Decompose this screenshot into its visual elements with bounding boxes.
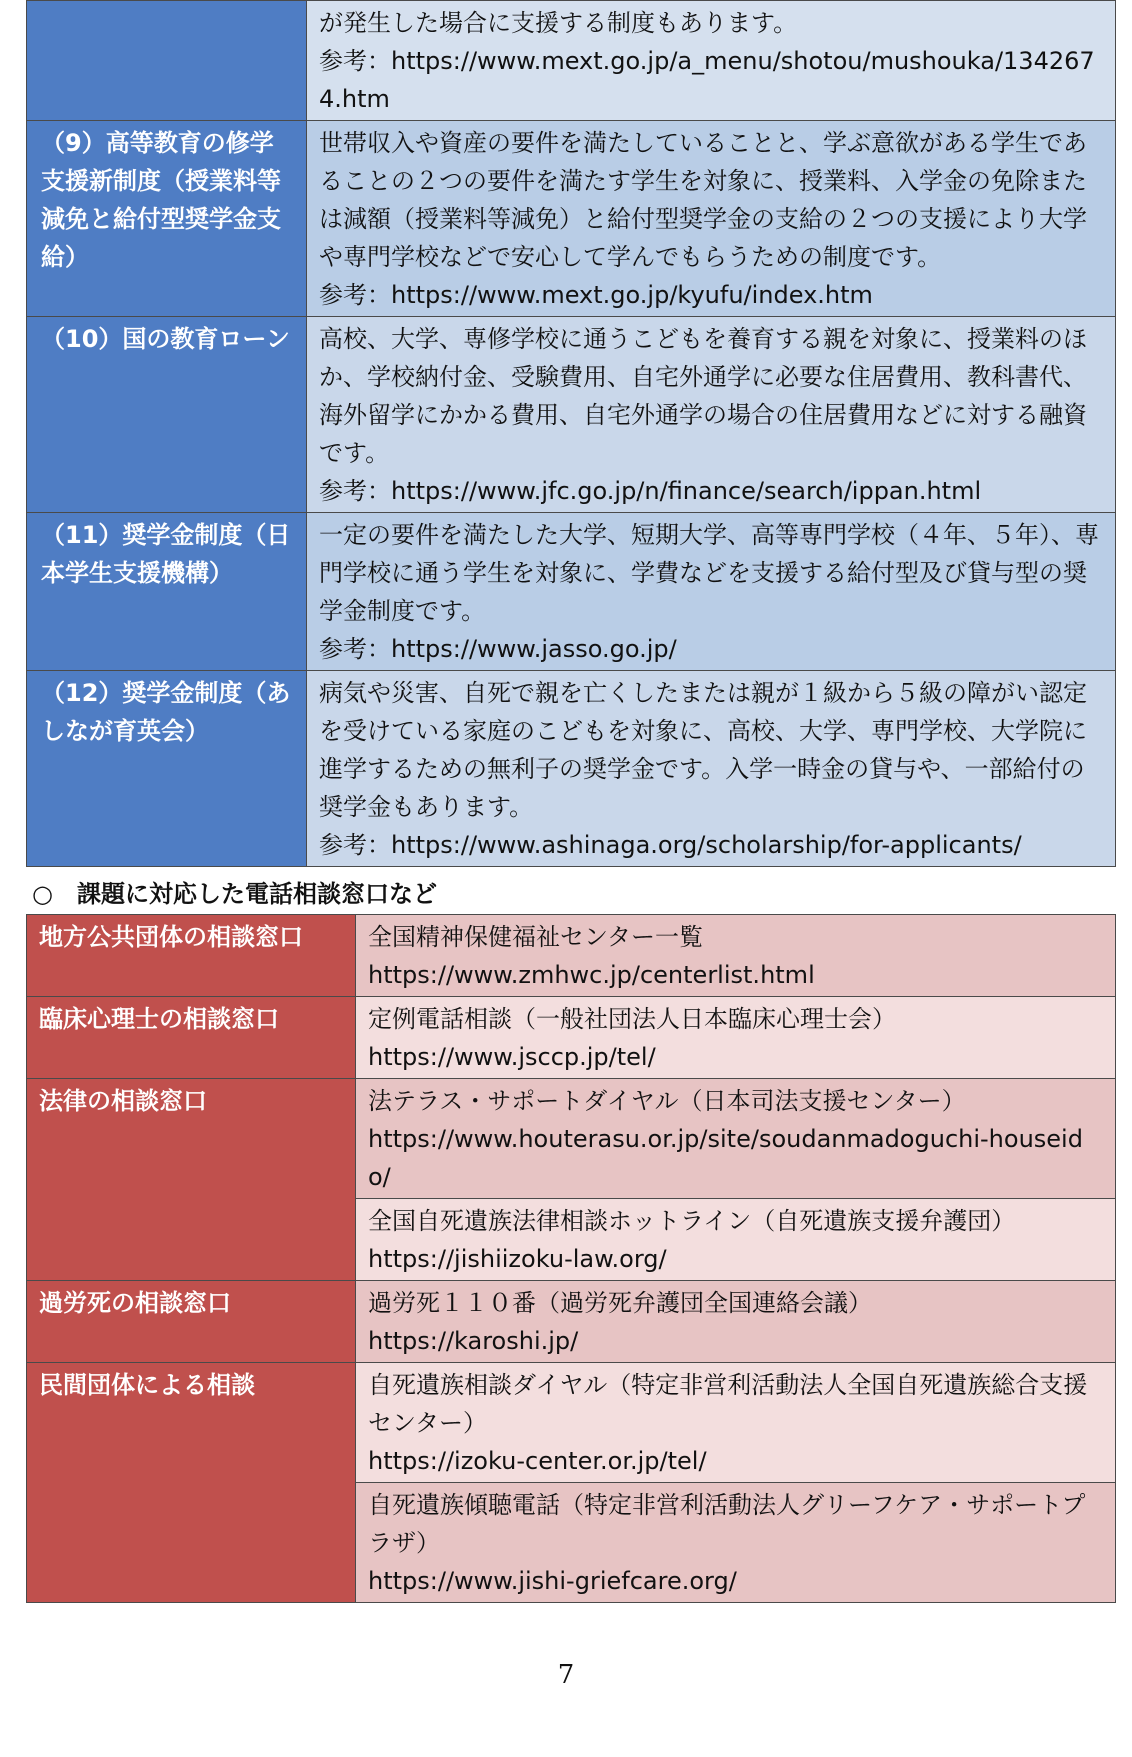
row-label: （11）奨学金制度（日本学生支援機構） xyxy=(27,513,307,671)
row-description xyxy=(307,1,1116,121)
table-row xyxy=(27,1363,1116,1483)
table-row xyxy=(27,1,1116,121)
scholarship-support-table xyxy=(26,0,1116,867)
table-row xyxy=(27,915,1116,997)
consultation-entry xyxy=(356,1483,1116,1603)
description-text: 一定の要件を満たした大学、短期大学、高等専門学校（４年、５年）、専門学校に通う学生を対象に、学費などを支援する給付型及び貸与型の奨学金制度です。 xyxy=(319,521,1099,625)
consultation-entry xyxy=(356,915,1116,997)
entry-title: 全国精神保健福祉センター一覧 xyxy=(368,923,704,951)
table-row xyxy=(27,997,1116,1079)
consultation-entry xyxy=(356,1199,1116,1281)
consultation-entry xyxy=(356,1079,1116,1199)
consultation-table xyxy=(26,914,1116,1603)
row-label: （12）奨学金制度（あしなが育英会） xyxy=(27,671,307,867)
table-row xyxy=(27,1281,1116,1363)
entry-title: 全国自死遺族法律相談ホットライン（自死遺族支援弁護団） xyxy=(368,1207,1016,1235)
table-row xyxy=(27,121,1116,317)
table-row xyxy=(27,1079,1116,1199)
description-text: 世帯収入や資産の要件を満たしていることと、学ぶ意欲がある学生であることの２つの要件を満たす学生を対象に、授業料、入学金の免除または減額（授業料等減免）と給付型奨学金の支給の２つの支援により大学や専門学校などで安心して学んでもらうための制度です。 xyxy=(319,129,1087,271)
table-row xyxy=(27,317,1116,513)
entry-title: 自死遺族相談ダイヤル（特定非営利活動法人全国自死遺族総合支援センター） xyxy=(368,1371,1088,1437)
row-label: （9）高等教育の修学支援新制度（授業料等減免と給付型奨学金支給） xyxy=(27,121,307,317)
row-label: 過労死の相談窓口 xyxy=(27,1281,356,1363)
entry-link[interactable]: https://jishiizoku-law.org/ xyxy=(368,1245,667,1273)
entry-link[interactable]: https://www.houterasu.or.jp/site/soudanmadoguchi-houseido/ xyxy=(368,1125,1083,1191)
row-label: （10）国の教育ローン xyxy=(27,317,307,513)
table-row xyxy=(27,513,1116,671)
consultation-entry xyxy=(356,997,1116,1079)
entry-title: 自死遺族傾聴電話（特定非営利活動法人グリーフケア・サポートプラザ） xyxy=(368,1491,1086,1557)
row-description xyxy=(307,513,1116,671)
section-heading: ○ 課題に対応した電話相談窓口など xyxy=(32,880,437,908)
row-label: 地方公共団体の相談窓口 xyxy=(27,915,356,997)
consultation-entry xyxy=(356,1363,1116,1483)
reference-link[interactable]: 参考：https://www.mext.go.jp/a_menu/shotou/mushouka/1342674.htm xyxy=(319,47,1095,113)
description-text: が発生した場合に支援する制度もあります。 xyxy=(319,9,798,37)
reference-link[interactable]: 参考：https://www.ashinaga.org/scholarship/for-applicants/ xyxy=(319,831,1022,859)
entry-link[interactable]: https://karoshi.jp/ xyxy=(368,1327,579,1355)
table-row xyxy=(27,671,1116,867)
entry-link[interactable]: https://izoku-center.or.jp/tel/ xyxy=(368,1447,707,1475)
reference-link[interactable]: 参考：https://www.jfc.go.jp/n/finance/search/ippan.html xyxy=(319,477,982,505)
entry-title: 法テラス・サポートダイヤル（日本司法支援センター） xyxy=(368,1087,966,1115)
row-description xyxy=(307,671,1116,867)
entry-link[interactable]: https://www.zmhwc.jp/centerlist.html xyxy=(368,961,815,989)
row-description xyxy=(307,121,1116,317)
entry-link[interactable]: https://www.jishi-griefcare.org/ xyxy=(368,1567,737,1595)
entry-title: 過労死１１０番（過労死弁護団全国連絡会議） xyxy=(368,1289,872,1317)
row-label: 臨床心理士の相談窓口 xyxy=(27,997,356,1079)
row-label: 法律の相談窓口 xyxy=(27,1079,356,1281)
row-label xyxy=(27,1,307,121)
reference-link[interactable]: 参考：https://www.mext.go.jp/kyufu/index.htm xyxy=(319,281,873,309)
entry-title: 定例電話相談（一般社団法人日本臨床心理士会） xyxy=(368,1005,896,1033)
consultation-entry xyxy=(356,1281,1116,1363)
page-number: 7 xyxy=(557,1660,575,1690)
description-text: 病気や災害、自死で親を亡くしたまたは親が１級から５級の障がい認定を受けている家庭のこどもを対象に、高校、大学、専門学校、大学院に進学するための無利子の奨学金です。入学一時金の貸与や、一部給付の奨学金もあります。 xyxy=(319,679,1087,821)
row-label: 民間団体による相談 xyxy=(27,1363,356,1603)
description-text: 高校、大学、専修学校に通うこどもを養育する親を対象に、授業料のほか、学校納付金、受験費用、自宅外通学に必要な住居費用、教科書代、海外留学にかかる費用、自宅外通学の場合の住居費用などに対する融資です。 xyxy=(319,325,1087,467)
row-description xyxy=(307,317,1116,513)
entry-link[interactable]: https://www.jsccp.jp/tel/ xyxy=(368,1043,656,1071)
reference-link[interactable]: 参考：https://www.jasso.go.jp/ xyxy=(319,635,677,663)
